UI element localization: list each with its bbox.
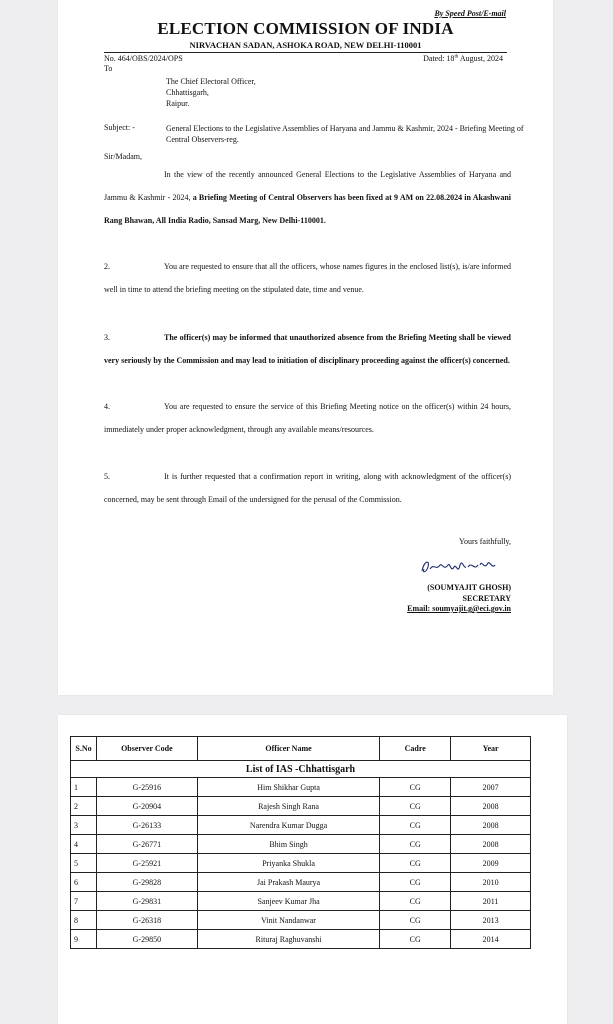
officer-list-page [58,715,567,1024]
column-header-name: Officer Name [197,737,380,761]
table-row [71,911,531,930]
table-row [71,930,531,949]
name-cell: Sanjeev Kumar Jha [197,892,380,911]
year-cell: 2008 [451,835,531,854]
cadre-cell: CG [380,873,451,892]
name-cell: Rajesh Singh Rana [197,797,380,816]
year-cell: 2014 [451,930,531,949]
cadre-cell: CG [380,892,451,911]
group-title: List of IAS -Chhattisgarh [71,761,531,778]
signer-email: Email: soumyajit.g@eci.gov.in [407,604,511,613]
signer-name: (SOUMYAJIT GHOSH) [427,583,511,592]
name-cell: Narendra Kumar Dugga [197,816,380,835]
cadre-cell: CG [380,797,451,816]
subject-label: Subject: - [104,123,135,132]
code-cell: G-26771 [96,835,197,854]
sno-cell: 3 [71,816,97,835]
table-header-row [71,737,531,761]
sno-cell: 1 [71,778,97,797]
code-cell: G-26133 [96,816,197,835]
address-line: Chhattisgarh, [166,88,209,97]
letterhead-address: NIRVACHAN SADAN, ASHOKA ROAD, NEW DELHI-110001 [189,40,422,50]
year-cell: 2008 [451,816,531,835]
year-cell: 2009 [451,854,531,873]
year-cell: 2007 [451,778,531,797]
code-cell: G-29850 [96,930,197,949]
name-cell: Bhim Singh [197,835,380,854]
letterhead-title: ELECTION COMMISSION OF INDIA [157,19,454,38]
code-cell: G-29831 [96,892,197,911]
year-cell: 2011 [451,892,531,911]
recipient-address [166,76,256,109]
cadre-cell: CG [380,854,451,873]
handwritten-signature [418,553,498,584]
paragraph-1: In the view of the recently announced General Elections to the Legislative Assemblies of Haryana and Jammu & Kashmir - 2024, a Briefing Meeting of Central Observers has been fixed at 9 AM on 22.08.2024 in Akashwani Rang Bhawan, All India Radio, Sansad Marg, New Delhi-110001. [104,170,511,225]
to-label: To [104,64,113,73]
column-header-sno: S.No [71,737,97,761]
column-header-code: Observer Code [96,737,197,761]
table-row [71,835,531,854]
paragraph-2: 2. You are requested to ensure that all the officers, whose names figures in the enclosed list(s), is/are informed well in time to attend the briefing meeting on the stipulated date, time and venue. [104,262,511,294]
name-cell: Rituraj Raghuvanshi [197,930,380,949]
year-cell: 2010 [451,873,531,892]
group-title-row [71,761,531,778]
address-line: Raipur. [166,99,190,108]
code-cell: G-20904 [96,797,197,816]
cadre-cell: CG [380,816,451,835]
address-line: The Chief Electoral Officer, [166,77,256,86]
cadre-cell: CG [380,911,451,930]
table-row [71,873,531,892]
code-cell: G-25916 [96,778,197,797]
table-row [71,854,531,873]
sno-cell: 7 [71,892,97,911]
column-header-year: Year [451,737,531,761]
table-row [71,797,531,816]
speed-post-note: By Speed Post/E-mail [434,9,506,18]
year-cell: 2013 [451,911,531,930]
letter-date: Dated: 18th August, 2024 [423,54,503,63]
salutation: Sir/Madam, [104,152,142,161]
year-cell: 2008 [451,797,531,816]
letter-page [58,0,553,695]
table-row [71,816,531,835]
header-divider [104,52,507,53]
subject-text: General Elections to the Legislative Assemblies of Haryana and Jammu & Kashmir, 2024 - Briefing Meeting of Central Observers-reg. [166,124,524,144]
code-cell: G-26318 [96,911,197,930]
paragraph-4: 4. You are requested to ensure the service of this Briefing Meeting notice on the officer(s) within 24 hours, immediately under proper acknowledgment, through any available means/resources. [104,402,511,434]
sno-cell: 9 [71,930,97,949]
paragraph-5: 5. It is further requested that a confirmation report in writing, along with acknowledgment of the officer(s) concerned, may be sent through Email of the undersigned for the perusal of the Commission. [104,472,511,504]
sno-cell: 4 [71,835,97,854]
cadre-cell: CG [380,778,451,797]
name-cell: Vinit Nandanwar [197,911,380,930]
name-cell: Priyanka Shukla [197,854,380,873]
officer-table [70,736,531,949]
sno-cell: 5 [71,854,97,873]
table-row [71,892,531,911]
sno-cell: 8 [71,911,97,930]
table-row [71,778,531,797]
sno-cell: 6 [71,873,97,892]
signer-title: SECRETARY [462,594,511,603]
column-header-cadre: Cadre [380,737,451,761]
paragraph-3: 3. The officer(s) may be informed that unauthorized absence from the Briefing Meeting shall be viewed very seriously by the Commission and may lead to initiation of disciplinary proceeding against the officer(s) concerned. [104,333,511,365]
name-cell: Him Shikhar Gupta [197,778,380,797]
file-number: No. 464/OBS/2024/OPS [104,54,183,63]
sno-cell: 2 [71,797,97,816]
signer-block [427,582,511,604]
cadre-cell: CG [380,835,451,854]
name-cell: Jai Prakash Maurya [197,873,380,892]
code-cell: G-25921 [96,854,197,873]
code-cell: G-29828 [96,873,197,892]
cadre-cell: CG [380,930,451,949]
closing: Yours faithfully, [458,537,511,546]
